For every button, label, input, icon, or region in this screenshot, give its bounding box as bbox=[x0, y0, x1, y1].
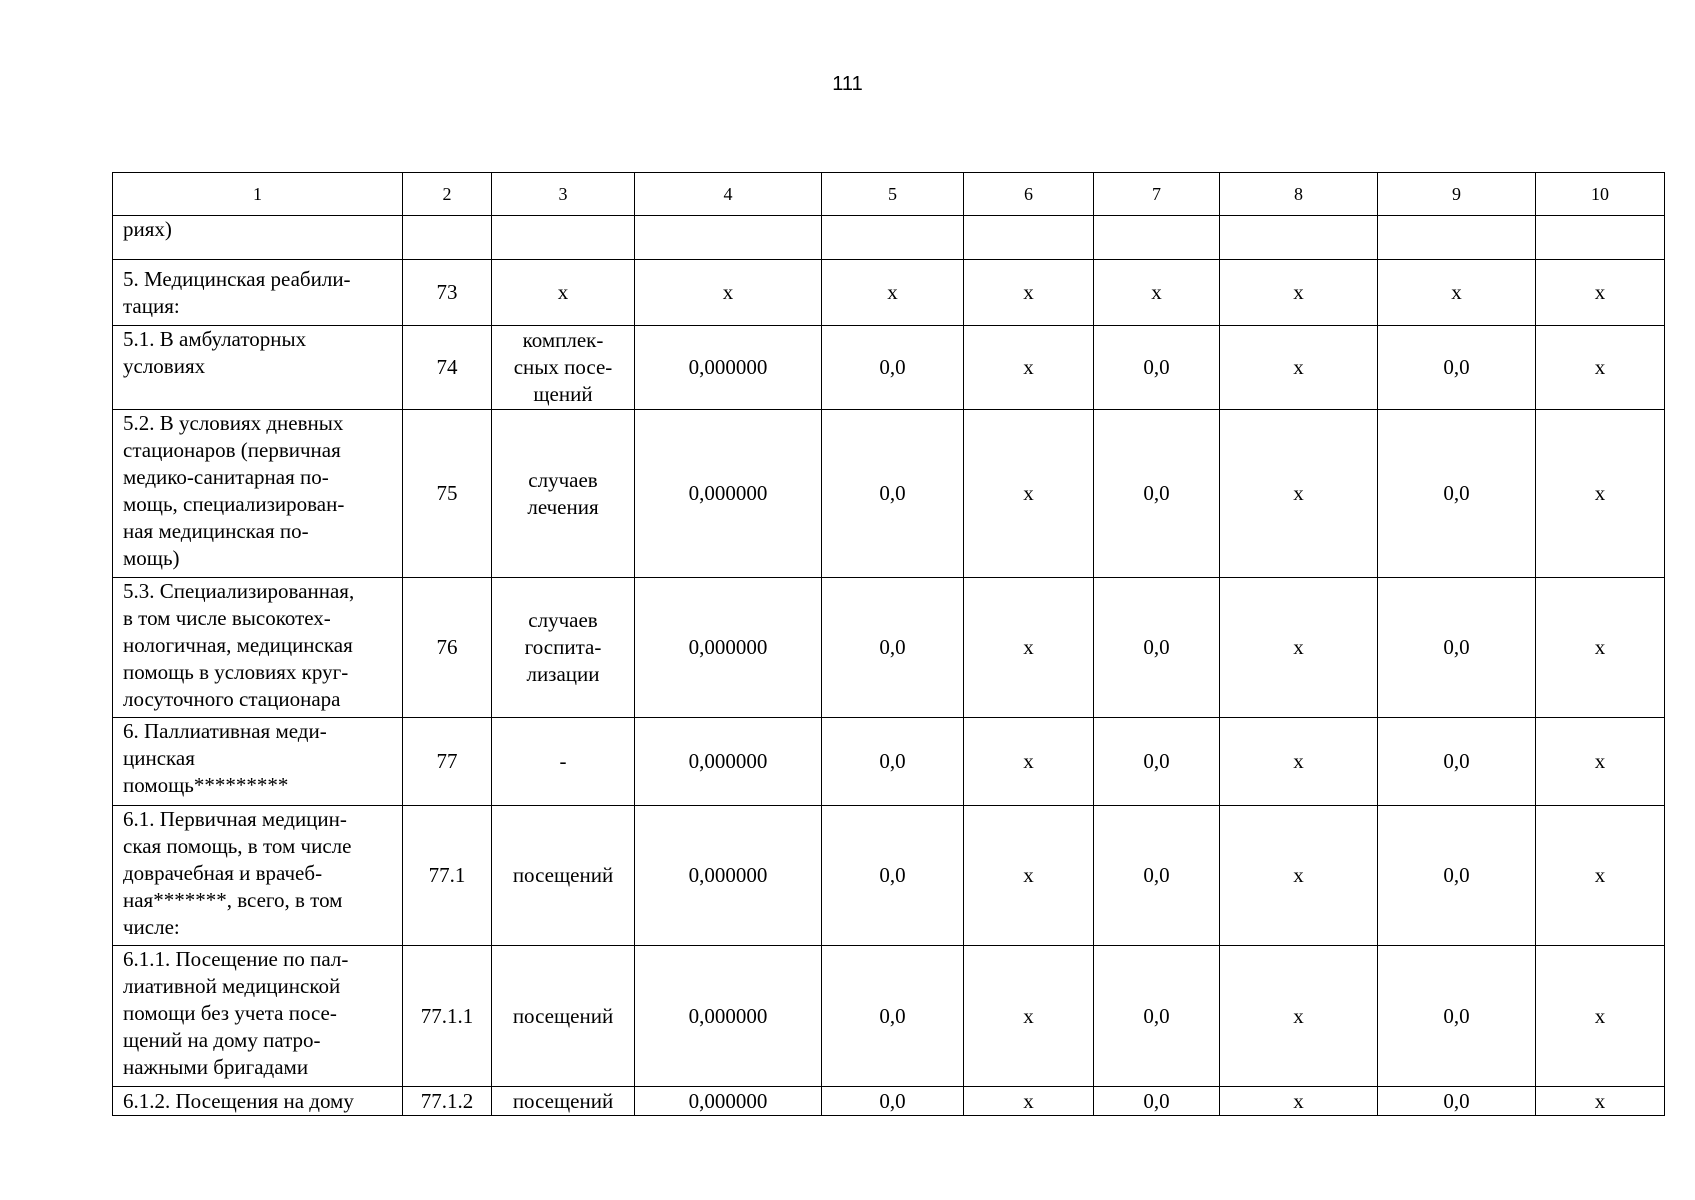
row-code: 77.1.1 bbox=[403, 946, 492, 1087]
value-cell: х bbox=[964, 1087, 1094, 1116]
row-unit: посещений bbox=[492, 946, 635, 1087]
value-cell: х bbox=[1536, 1087, 1665, 1116]
value-cell bbox=[1094, 216, 1220, 260]
table-row bbox=[113, 216, 1665, 260]
page-number: 111 bbox=[832, 73, 863, 95]
value-cell: 0,000000 bbox=[635, 1087, 822, 1116]
row-code: 77.1.2 bbox=[403, 1087, 492, 1116]
table-row bbox=[113, 946, 1665, 1087]
value-cell: х bbox=[964, 806, 1094, 946]
value-cell: 0,0 bbox=[822, 946, 964, 1087]
value-cell: х bbox=[964, 260, 1094, 326]
row-unit: посещений bbox=[492, 1087, 635, 1116]
row-label: 5.1. В амбулаторных условиях bbox=[113, 326, 403, 410]
row-label: риях) bbox=[113, 216, 403, 260]
value-cell: 0,0 bbox=[1094, 946, 1220, 1087]
row-code: 77.1 bbox=[403, 806, 492, 946]
value-cell: х bbox=[1536, 410, 1665, 578]
value-cell: х bbox=[964, 326, 1094, 410]
value-cell: 0,0 bbox=[822, 578, 964, 718]
row-unit: - bbox=[492, 718, 635, 806]
column-number-cell: 8 bbox=[1220, 173, 1378, 216]
row-code: 75 bbox=[403, 410, 492, 578]
row-label: 6.1.1. Посещение по пал- лиативной медицинской помощи без учета посе- щений на дому патро- нажными бригадами bbox=[113, 946, 403, 1087]
table-row bbox=[113, 326, 1665, 410]
value-cell: 0,0 bbox=[1094, 718, 1220, 806]
value-cell: х bbox=[964, 410, 1094, 578]
value-cell: 0,0 bbox=[822, 1087, 964, 1116]
value-cell: х bbox=[964, 946, 1094, 1087]
table-row bbox=[113, 806, 1665, 946]
table-row bbox=[113, 1087, 1665, 1116]
value-cell: х bbox=[1220, 946, 1378, 1087]
table-row bbox=[113, 578, 1665, 718]
value-cell: х bbox=[1536, 326, 1665, 410]
value-cell: х bbox=[1220, 326, 1378, 410]
value-cell: 0,0 bbox=[1378, 946, 1536, 1087]
value-cell: 0,0 bbox=[822, 410, 964, 578]
row-code: 77 bbox=[403, 718, 492, 806]
row-label: 6.1.2. Посещения на дому bbox=[113, 1087, 403, 1116]
row-label: 6. Паллиативная меди- цинская помощь********* bbox=[113, 718, 403, 806]
value-cell bbox=[822, 216, 964, 260]
value-cell: 0,000000 bbox=[635, 718, 822, 806]
row-code: 73 bbox=[403, 260, 492, 326]
row-label: 6.1. Первичная медицин- ская помощь, в том числе доврачебная и врачеб- ная*******, всего, в том числе: bbox=[113, 806, 403, 946]
value-cell: 0,0 bbox=[1094, 326, 1220, 410]
value-cell bbox=[1536, 216, 1665, 260]
value-cell: х bbox=[1220, 1087, 1378, 1116]
value-cell: 0,0 bbox=[1094, 1087, 1220, 1116]
value-cell: 0,0 bbox=[822, 718, 964, 806]
value-cell bbox=[964, 216, 1094, 260]
value-cell: х bbox=[1220, 410, 1378, 578]
value-cell: х bbox=[1536, 578, 1665, 718]
value-cell: 0,0 bbox=[822, 806, 964, 946]
value-cell: х bbox=[1094, 260, 1220, 326]
row-label: 5.2. В условиях дневных стационаров (первичная медико-санитарная по- мощь, специализирован- ная медицинская по- мощь) bbox=[113, 410, 403, 578]
column-number-cell: 1 bbox=[113, 173, 403, 216]
value-cell: 0,0 bbox=[1378, 578, 1536, 718]
row-unit: комплек- сных посе- щений bbox=[492, 326, 635, 410]
table-row bbox=[113, 260, 1665, 326]
column-number-cell: 9 bbox=[1378, 173, 1536, 216]
row-label: 5.3. Специализированная, в том числе высокотех- нологичная, медицинская помощь в условиях круг- лосуточного стационара bbox=[113, 578, 403, 718]
value-cell: 0,0 bbox=[822, 326, 964, 410]
column-number-cell: 7 bbox=[1094, 173, 1220, 216]
row-code: 74 bbox=[403, 326, 492, 410]
value-cell: 0,000000 bbox=[635, 946, 822, 1087]
value-cell: 0,000000 bbox=[635, 326, 822, 410]
row-unit: х bbox=[492, 260, 635, 326]
value-cell: х bbox=[1220, 260, 1378, 326]
table-row bbox=[113, 410, 1665, 578]
value-cell: х bbox=[1220, 718, 1378, 806]
value-cell: 0,0 bbox=[1378, 718, 1536, 806]
value-cell: х bbox=[1536, 946, 1665, 1087]
row-unit: случаев лечения bbox=[492, 410, 635, 578]
column-number-cell: 4 bbox=[635, 173, 822, 216]
value-cell bbox=[1378, 216, 1536, 260]
value-cell: х bbox=[1536, 718, 1665, 806]
value-cell: 0,000000 bbox=[635, 410, 822, 578]
value-cell: 0,0 bbox=[1094, 806, 1220, 946]
value-cell: х bbox=[1536, 260, 1665, 326]
value-cell: 0,0 bbox=[1378, 410, 1536, 578]
value-cell: 0,000000 bbox=[635, 806, 822, 946]
column-number-cell: 6 bbox=[964, 173, 1094, 216]
value-cell: 0,0 bbox=[1378, 1087, 1536, 1116]
value-cell: х bbox=[964, 578, 1094, 718]
value-cell bbox=[1220, 216, 1378, 260]
row-code bbox=[403, 216, 492, 260]
row-unit bbox=[492, 216, 635, 260]
row-label: 5. Медицинская реабили- тация: bbox=[113, 260, 403, 326]
report-table bbox=[112, 172, 1665, 1116]
column-number-cell: 5 bbox=[822, 173, 964, 216]
row-unit: случаев госпита- лизации bbox=[492, 578, 635, 718]
value-cell: 0,0 bbox=[1094, 578, 1220, 718]
value-cell: х bbox=[1220, 578, 1378, 718]
column-number-row bbox=[113, 173, 1665, 216]
value-cell: 0,0 bbox=[1094, 410, 1220, 578]
row-unit: посещений bbox=[492, 806, 635, 946]
value-cell: 0,0 bbox=[1378, 806, 1536, 946]
row-code: 76 bbox=[403, 578, 492, 718]
value-cell: х bbox=[1220, 806, 1378, 946]
column-number-cell: 2 bbox=[403, 173, 492, 216]
value-cell: х bbox=[1536, 806, 1665, 946]
value-cell: 0,0 bbox=[1378, 326, 1536, 410]
table-row bbox=[113, 718, 1665, 806]
value-cell bbox=[635, 216, 822, 260]
value-cell: х bbox=[1378, 260, 1536, 326]
column-number-cell: 3 bbox=[492, 173, 635, 216]
value-cell: 0,000000 bbox=[635, 578, 822, 718]
column-number-cell: 10 bbox=[1536, 173, 1665, 216]
value-cell: х bbox=[822, 260, 964, 326]
value-cell: х bbox=[635, 260, 822, 326]
value-cell: х bbox=[964, 718, 1094, 806]
